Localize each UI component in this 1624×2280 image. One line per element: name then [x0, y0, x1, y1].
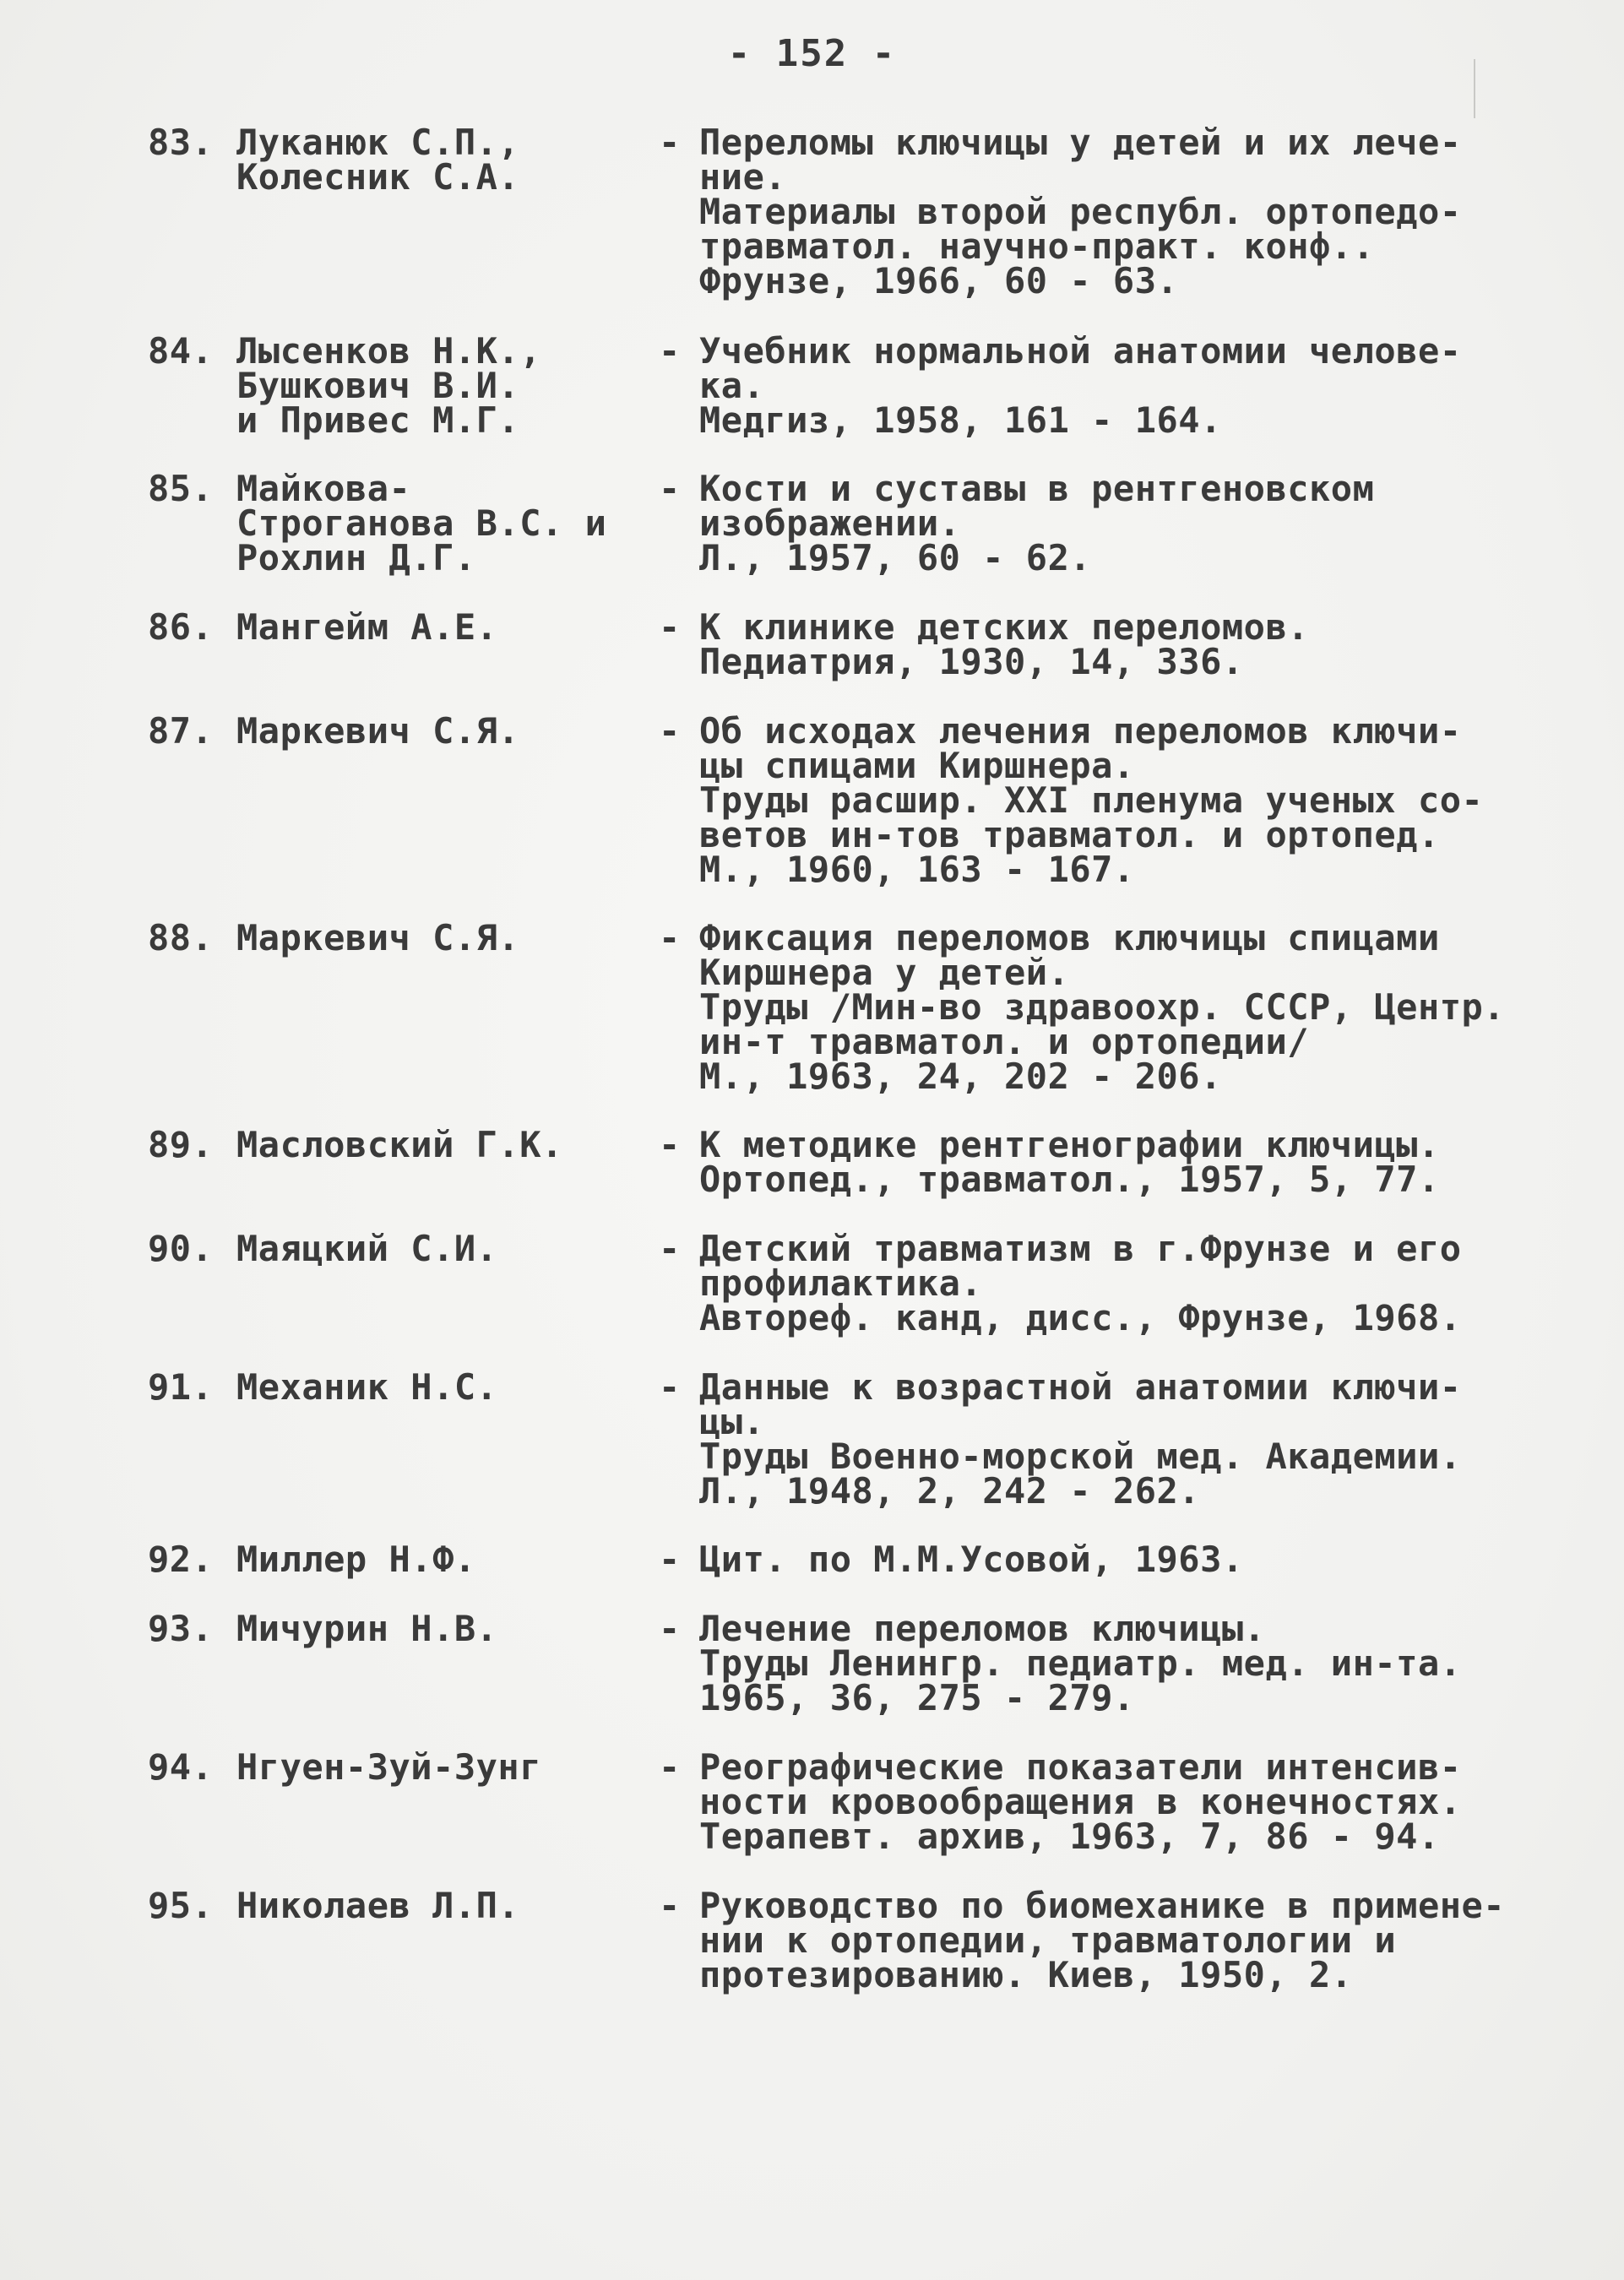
author-line: Нгуен-Зуй-Зунг: [236, 1746, 542, 1788]
entry-authors: [236, 606, 642, 648]
author-line: Рохлин Д.Г.: [236, 537, 476, 578]
author-line: Маяцкий С.И.: [236, 1228, 498, 1269]
entry-reference: [699, 468, 1594, 578]
entry-number: 85.: [148, 468, 214, 509]
entry-reference: [699, 330, 1594, 441]
author-line: Николаев Л.П.: [236, 1885, 520, 1926]
reference-line: Детский травматизм в г.Фрунзе и его: [699, 1228, 1462, 1269]
reference-line: К клинике детских переломов.: [699, 606, 1310, 648]
entry-dash: -: [659, 1608, 681, 1649]
reference-line: М., 1960, 163 - 167.: [699, 849, 1135, 890]
author-line: Майкова-: [236, 468, 411, 509]
entry-dash: -: [659, 1746, 681, 1788]
author-line: Маркевич С.Я.: [236, 917, 520, 958]
reference-line: Фиксация переломов ключицы спицами: [699, 917, 1440, 958]
author-line: Лысенков Н.К.,: [236, 330, 542, 372]
entry-authors: [236, 468, 642, 578]
author-line: Строганова В.С. и: [236, 502, 607, 544]
reference-line: изображении.: [699, 502, 961, 544]
reference-line: Труды Ленингр. педиатр. мед. ин-та.: [699, 1642, 1462, 1684]
entry-reference: [699, 917, 1594, 1097]
entry-reference: [699, 1885, 1594, 1995]
reference-line: Ортопед., травматол., 1957, 5, 77.: [699, 1159, 1440, 1200]
entry-reference: [699, 710, 1594, 890]
reference-line: Цит. по М.М.Усовой, 1963.: [699, 1539, 1244, 1580]
reference-line: Автореф. канд, дисс., Фрунзе, 1968.: [699, 1297, 1462, 1338]
entry-number: 93.: [148, 1608, 214, 1649]
entry-reference: [699, 606, 1594, 682]
entry-number: 83.: [148, 122, 214, 163]
reference-line: Материалы второй республ. ортопедо-: [699, 191, 1462, 232]
reference-line: травматол. научно-практ. конф..: [699, 225, 1375, 267]
reference-line: цы.: [699, 1401, 765, 1442]
reference-line: Л., 1948, 2, 242 - 262.: [699, 1470, 1201, 1512]
author-line: Масловский Г.К.: [236, 1124, 563, 1165]
reference-line: Терапевт. архив, 1963, 7, 86 - 94.: [699, 1816, 1440, 1857]
page-number: - 152 -: [727, 32, 897, 75]
entry-reference: [699, 1366, 1594, 1512]
entry-authors: [236, 1228, 642, 1269]
reference-line: Л., 1957, 60 - 62.: [699, 537, 1092, 578]
author-line: Колесник С.А.: [236, 156, 520, 198]
entry-dash: -: [659, 1366, 681, 1408]
reference-line: Труды Военно-морской мед. Академии.: [699, 1436, 1462, 1477]
entry-authors: [236, 1746, 642, 1788]
reference-line: Фрунзе, 1966, 60 - 63.: [699, 260, 1179, 301]
author-line: и Привес М.Г.: [236, 399, 520, 441]
entry-authors: [236, 917, 642, 958]
entry-number: 92.: [148, 1539, 214, 1580]
entry-dash: -: [659, 1885, 681, 1926]
reference-line: цы спицами Киршнера.: [699, 745, 1135, 786]
reference-line: Труды /Мин-во здравоохр. СССР, Центр.: [699, 986, 1506, 1028]
reference-line: Труды расшир. XXI пленума ученых со-: [699, 779, 1484, 821]
reference-line: Медгиз, 1958, 161 - 164.: [699, 399, 1222, 441]
author-line: Мичурин Н.В.: [236, 1608, 498, 1649]
entry-number: 95.: [148, 1885, 214, 1926]
entry-number: 84.: [148, 330, 214, 372]
reference-line: Лечение переломов ключицы.: [699, 1608, 1266, 1649]
reference-line: Руководство по биомеханике в примене-: [699, 1885, 1506, 1926]
entry-number: 88.: [148, 917, 214, 958]
entry-authors: [236, 1124, 642, 1165]
entry-authors: [236, 330, 642, 441]
author-line: Миллер Н.Ф.: [236, 1539, 476, 1580]
entry-authors: [236, 710, 642, 752]
author-line: Мангейм А.Е.: [236, 606, 498, 648]
reference-line: Педиатрия, 1930, 14, 336.: [699, 641, 1244, 682]
reference-line: нии к ортопедии, травматологии и: [699, 1919, 1397, 1961]
entry-dash: -: [659, 468, 681, 509]
entry-number: 94.: [148, 1746, 214, 1788]
entry-dash: -: [659, 1228, 681, 1269]
reference-line: Данные к возрастной анатомии ключи-: [699, 1366, 1462, 1408]
entry-authors: [236, 1608, 642, 1649]
entry-reference: [699, 1228, 1594, 1338]
entry-number: 86.: [148, 606, 214, 648]
entry-dash: -: [659, 917, 681, 958]
reference-line: профилактика.: [699, 1262, 983, 1304]
entry-dash: -: [659, 122, 681, 163]
reference-line: ин-т травматол. и ортопедии/: [699, 1021, 1310, 1062]
reference-line: ка.: [699, 365, 765, 406]
reference-line: Переломы ключицы у детей и их лече-: [699, 122, 1462, 163]
author-line: Луканюк С.П.,: [236, 122, 520, 163]
entry-dash: -: [659, 710, 681, 752]
reference-line: Учебник нормальной анатомии челове-: [699, 330, 1462, 372]
entry-number: 87.: [148, 710, 214, 752]
reference-line: ние.: [699, 156, 787, 198]
entry-reference: [699, 122, 1594, 301]
entry-dash: -: [659, 330, 681, 372]
entry-reference: [699, 1746, 1594, 1857]
entry-reference: [699, 1124, 1594, 1200]
entry-reference: [699, 1539, 1594, 1580]
entry-dash: -: [659, 1539, 681, 1580]
entry-authors: [236, 1885, 642, 1926]
entry-authors: [236, 122, 642, 198]
entry-reference: [699, 1608, 1594, 1718]
reference-line: Реографические показатели интенсив-: [699, 1746, 1462, 1788]
reference-line: ветов ин-тов травматол. и ортопед.: [699, 814, 1440, 855]
entry-dash: -: [659, 606, 681, 648]
reference-line: Кости и суставы в рентгеновском: [699, 468, 1375, 509]
entry-authors: [236, 1366, 642, 1408]
reference-line: К методике рентгенографии ключицы.: [699, 1124, 1440, 1165]
author-line: Маркевич С.Я.: [236, 710, 520, 752]
reference-line: Об исходах лечения переломов ключи-: [699, 710, 1462, 752]
reference-line: М., 1963, 24, 202 - 206.: [699, 1056, 1222, 1097]
author-line: Механик Н.С.: [236, 1366, 498, 1408]
reference-line: Киршнера у детей.: [699, 952, 1070, 993]
entry-number: 89.: [148, 1124, 214, 1165]
entry-number: 91.: [148, 1366, 214, 1408]
reference-line: ности кровообращения в конечностях.: [699, 1781, 1462, 1822]
entry-dash: -: [659, 1124, 681, 1165]
entry-number: 90.: [148, 1228, 214, 1269]
reference-line: протезированию. Киев, 1950, 2.: [699, 1954, 1353, 1995]
author-line: Бушкович В.И.: [236, 365, 520, 406]
reference-line: 1965, 36, 275 - 279.: [699, 1677, 1135, 1718]
entry-authors: [236, 1539, 642, 1580]
